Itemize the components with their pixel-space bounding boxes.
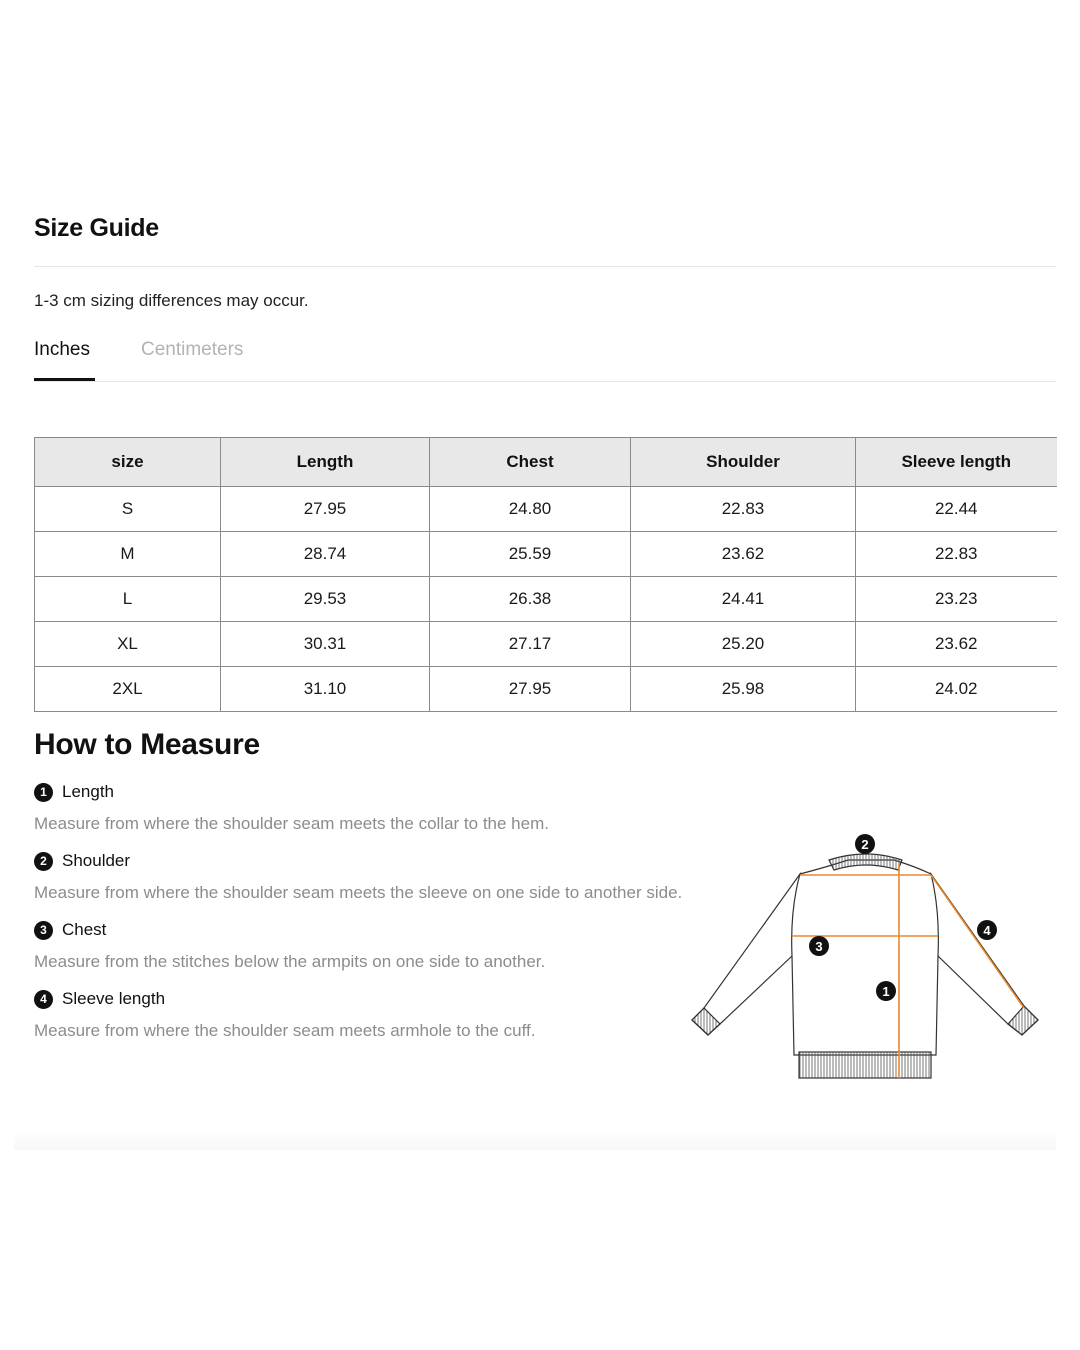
cell-size: S — [35, 487, 221, 532]
bottom-shadow — [14, 1130, 1056, 1150]
cell-chest: 24.80 — [430, 487, 631, 532]
table-header-row — [35, 438, 1057, 487]
measure-item-chest — [34, 918, 714, 972]
cell-sleeve-length: 22.44 — [856, 487, 1057, 532]
cell-shoulder: 25.20 — [631, 622, 856, 667]
measure-description: Measure from the stitches below the armpits on one side to another. — [34, 952, 546, 971]
cell-chest: 26.38 — [430, 577, 631, 622]
tab-centimeters[interactable]: Centimeters — [141, 339, 244, 360]
how-to-measure-title: How to Measure — [34, 728, 260, 761]
marker-1-icon — [876, 981, 896, 1001]
svg-text:3: 3 — [815, 939, 823, 954]
header-chest: Chest — [430, 438, 631, 487]
table-row — [35, 667, 1057, 712]
tab-inches[interactable]: Inches — [34, 339, 90, 360]
measure-label: Sleeve length — [62, 989, 166, 1008]
svg-text:1: 1 — [882, 984, 890, 999]
cell-shoulder: 22.83 — [631, 487, 856, 532]
measure-label: Length — [62, 782, 114, 801]
number-2-icon: 2 — [34, 852, 53, 871]
cell-size: 2XL — [35, 667, 221, 712]
marker-2-icon — [855, 834, 875, 854]
sweater-outline — [692, 854, 1038, 1078]
measure-description: Measure from where the shoulder seam meets armhole to the cuff. — [34, 1021, 536, 1040]
unit-tabs — [34, 336, 1056, 382]
header-shoulder: Shoulder — [631, 438, 856, 487]
cell-sleeve-length: 22.83 — [856, 532, 1057, 577]
svg-text:4: 4 — [983, 923, 991, 938]
cell-length: 30.31 — [221, 622, 430, 667]
table-row — [35, 532, 1057, 577]
cell-chest: 25.59 — [430, 532, 631, 577]
measure-label: Shoulder — [62, 851, 131, 870]
header-sleeve-length: Sleeve length — [856, 438, 1057, 487]
cell-length: 29.53 — [221, 577, 430, 622]
sweater-diagram-icon — [688, 830, 1048, 1090]
cell-sleeve-length: 23.23 — [856, 577, 1057, 622]
cell-sleeve-length: 23.62 — [856, 622, 1057, 667]
measure-description: Measure from where the shoulder seam meets the sleeve on one side to another side. — [34, 883, 683, 902]
cell-size: M — [35, 532, 221, 577]
number-4-icon: 4 — [34, 990, 53, 1009]
measure-item-sleeve-length — [34, 987, 714, 1041]
page-title: Size Guide — [34, 214, 159, 242]
cell-sleeve-length: 24.02 — [856, 667, 1057, 712]
cell-shoulder: 25.98 — [631, 667, 856, 712]
marker-4-icon — [977, 920, 997, 940]
measure-description: Measure from where the shoulder seam meets the collar to the hem. — [34, 814, 549, 833]
measure-item-shoulder — [34, 849, 714, 903]
header-length: Length — [221, 438, 430, 487]
table-row — [35, 577, 1057, 622]
number-1-icon: 1 — [34, 783, 53, 802]
measure-label: Chest — [62, 920, 107, 939]
svg-text:2: 2 — [861, 837, 869, 852]
cell-length: 31.10 — [221, 667, 430, 712]
cell-chest: 27.17 — [430, 622, 631, 667]
cell-length: 28.74 — [221, 532, 430, 577]
sizing-note: 1-3 cm sizing differences may occur. — [34, 291, 309, 310]
cell-size: XL — [35, 622, 221, 667]
table-row — [35, 487, 1057, 532]
measure-item-length — [34, 780, 714, 834]
active-tab-indicator — [34, 378, 95, 381]
table-row — [35, 622, 1057, 667]
size-table — [34, 437, 1057, 712]
header-size: size — [35, 438, 221, 487]
cell-length: 27.95 — [221, 487, 430, 532]
number-3-icon: 3 — [34, 921, 53, 940]
cell-chest: 27.95 — [430, 667, 631, 712]
marker-3-icon — [809, 936, 829, 956]
cell-shoulder: 24.41 — [631, 577, 856, 622]
cell-shoulder: 23.62 — [631, 532, 856, 577]
divider — [34, 266, 1056, 267]
cell-size: L — [35, 577, 221, 622]
